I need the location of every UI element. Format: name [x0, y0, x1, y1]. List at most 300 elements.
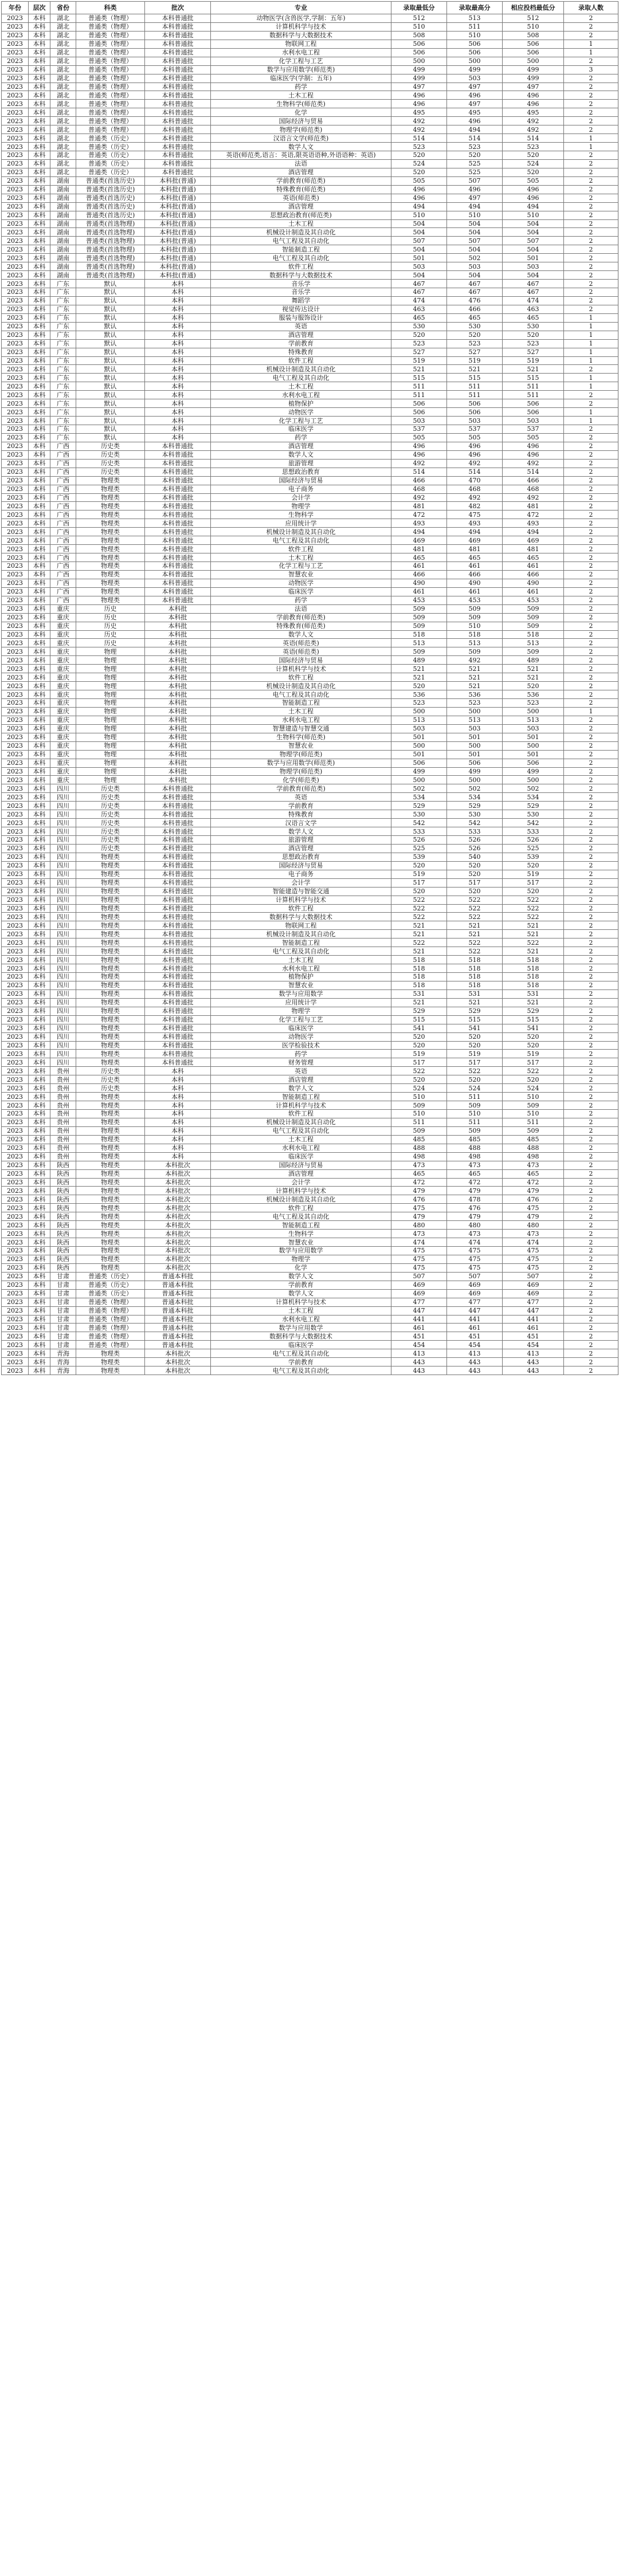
cell-major: 学前教育	[211, 1358, 391, 1366]
cell-year: 2023	[2, 1084, 29, 1093]
cell-major: 植物保护	[211, 399, 391, 408]
cell-admitted-count: 1	[564, 331, 618, 339]
cell-batch: 本科普通批	[145, 819, 211, 827]
cell-year: 2023	[2, 1358, 29, 1366]
cell-filing-min-score: 525	[503, 844, 564, 853]
table-row	[2, 630, 618, 639]
cell-batch: 本科批次	[145, 1195, 211, 1204]
cell-level: 本科	[29, 1247, 50, 1255]
cell-admitted-count: 2	[564, 596, 618, 604]
cell-max-score: 476	[447, 296, 503, 305]
table-row	[2, 930, 618, 938]
cell-category: 历史类	[76, 810, 145, 819]
cell-max-score: 526	[447, 844, 503, 853]
cell-category: 普通类(首选历史)	[76, 202, 145, 211]
cell-filing-min-score: 496	[503, 185, 564, 194]
table-row	[2, 887, 618, 896]
cell-level: 本科	[29, 973, 50, 981]
cell-major: 机械设计制造及其自动化	[211, 365, 391, 374]
table-row	[2, 682, 618, 690]
cell-batch: 本科	[145, 433, 211, 442]
table-row	[2, 143, 618, 151]
cell-filing-min-score: 515	[503, 374, 564, 382]
cell-max-score: 515	[447, 1015, 503, 1024]
cell-filing-min-score: 518	[503, 630, 564, 639]
cell-category: 默认	[76, 391, 145, 399]
cell-year: 2023	[2, 305, 29, 313]
cell-year: 2023	[2, 262, 29, 271]
cell-year: 2023	[2, 91, 29, 100]
cell-province: 广东	[50, 433, 76, 442]
cell-year: 2023	[2, 793, 29, 802]
cell-batch: 本科批次	[145, 1366, 211, 1375]
cell-min-score: 506	[391, 759, 447, 767]
cell-batch: 本科普通批	[145, 502, 211, 511]
cell-admitted-count: 2	[564, 1187, 618, 1195]
cell-admitted-count: 2	[564, 878, 618, 887]
cell-admitted-count: 2	[564, 245, 618, 254]
cell-category: 普通类（物理）	[76, 108, 145, 117]
cell-level: 本科	[29, 511, 50, 519]
cell-year: 2023	[2, 553, 29, 562]
cell-major: 水利水电工程	[211, 1144, 391, 1152]
cell-admitted-count: 2	[564, 1024, 618, 1032]
cell-province: 广西	[50, 476, 76, 485]
cell-max-score: 506	[447, 48, 503, 57]
cell-batch: 本科普通批	[145, 973, 211, 981]
cell-max-score: 511	[447, 382, 503, 391]
cell-province: 陕西	[50, 1161, 76, 1169]
cell-year: 2023	[2, 639, 29, 647]
cell-year: 2023	[2, 1281, 29, 1289]
cell-admitted-count: 2	[564, 724, 618, 733]
table-row	[2, 904, 618, 913]
cell-level: 本科	[29, 219, 50, 228]
cell-year: 2023	[2, 1238, 29, 1247]
cell-admitted-count: 2	[564, 1084, 618, 1093]
cell-filing-min-score: 515	[503, 1015, 564, 1024]
cell-year: 2023	[2, 802, 29, 810]
cell-filing-min-score: 481	[503, 545, 564, 553]
cell-max-score: 504	[447, 271, 503, 280]
cell-max-score: 441	[447, 1315, 503, 1324]
cell-category: 普通类(首选历史)	[76, 194, 145, 202]
cell-province: 陕西	[50, 1195, 76, 1204]
cell-filing-min-score: 510	[503, 1110, 564, 1118]
table-row	[2, 998, 618, 1007]
cell-province: 重庆	[50, 630, 76, 639]
cell-level: 本科	[29, 921, 50, 930]
cell-province: 湖北	[50, 57, 76, 65]
table-row	[2, 57, 618, 65]
table-row	[2, 194, 618, 202]
cell-major: 数学人文	[211, 1084, 391, 1093]
cell-province: 广东	[50, 382, 76, 391]
cell-year: 2023	[2, 1041, 29, 1050]
cell-batch: 本科	[145, 339, 211, 348]
cell-province: 湖北	[50, 125, 76, 134]
cell-year: 2023	[2, 528, 29, 536]
table-row	[2, 493, 618, 502]
cell-major: 植物保护	[211, 973, 391, 981]
cell-major: 软件工程	[211, 545, 391, 553]
cell-category: 普通类（物理）	[76, 1324, 145, 1332]
cell-level: 本科	[29, 810, 50, 819]
cell-major: 土木工程	[211, 553, 391, 562]
cell-province: 四川	[50, 793, 76, 802]
cell-province: 广西	[50, 596, 76, 604]
cell-batch: 本科普通批	[145, 108, 211, 117]
cell-max-score: 469	[447, 536, 503, 545]
cell-admitted-count: 2	[564, 476, 618, 485]
cell-year: 2023	[2, 1195, 29, 1204]
cell-admitted-count: 2	[564, 1144, 618, 1152]
cell-batch: 本科	[145, 365, 211, 374]
cell-province: 广西	[50, 545, 76, 553]
table-row	[2, 622, 618, 630]
cell-min-score: 520	[391, 331, 447, 339]
cell-category: 物理	[76, 733, 145, 741]
cell-admitted-count: 2	[564, 964, 618, 973]
cell-filing-min-score: 510	[503, 22, 564, 31]
cell-level: 本科	[29, 853, 50, 861]
cell-province: 贵州	[50, 1101, 76, 1110]
cell-year: 2023	[2, 1101, 29, 1110]
cell-batch: 本科批次	[145, 1247, 211, 1255]
cell-province: 四川	[50, 802, 76, 810]
cell-batch: 本科普通批	[145, 938, 211, 947]
cell-filing-min-score: 506	[503, 759, 564, 767]
cell-province: 湖北	[50, 14, 76, 23]
table-row	[2, 528, 618, 536]
table-row	[2, 117, 618, 125]
cell-max-score: 521	[447, 673, 503, 682]
cell-year: 2023	[2, 587, 29, 596]
table-row	[2, 65, 618, 74]
table-row	[2, 989, 618, 998]
cell-batch: 本科普通批	[145, 545, 211, 553]
cell-admitted-count: 1	[564, 382, 618, 391]
cell-year: 2023	[2, 237, 29, 245]
table-row	[2, 417, 618, 425]
cell-max-score: 511	[447, 391, 503, 399]
cell-level: 本科	[29, 673, 50, 682]
cell-year: 2023	[2, 399, 29, 408]
cell-batch: 本科	[145, 425, 211, 434]
cell-batch: 本科	[145, 1110, 211, 1118]
cell-province: 陕西	[50, 1221, 76, 1230]
cell-major: 电气工程及其自动化	[211, 254, 391, 262]
cell-max-score: 513	[447, 639, 503, 647]
cell-province: 广西	[50, 519, 76, 528]
cell-major: 数学人文	[211, 450, 391, 459]
cell-admitted-count: 1	[564, 143, 618, 151]
cell-filing-min-score: 473	[503, 1230, 564, 1238]
cell-level: 本科	[29, 374, 50, 382]
cell-major: 英语	[211, 1067, 391, 1075]
cell-major: 特殊教育(师范类)	[211, 185, 391, 194]
cell-batch: 本科	[145, 399, 211, 408]
cell-year: 2023	[2, 682, 29, 690]
cell-level: 本科	[29, 1084, 50, 1093]
cell-batch: 本科批次	[145, 1263, 211, 1272]
cell-major: 机械设计制造及其自动化	[211, 528, 391, 536]
cell-filing-min-score: 520	[503, 1075, 564, 1084]
cell-admitted-count: 1	[564, 322, 618, 331]
cell-level: 本科	[29, 1341, 50, 1349]
table-row	[2, 1358, 618, 1366]
table-row	[2, 485, 618, 493]
cell-province: 重庆	[50, 776, 76, 784]
cell-category: 普通类（历史）	[76, 143, 145, 151]
cell-batch: 本科普通批	[145, 956, 211, 964]
cell-max-score: 542	[447, 819, 503, 827]
cell-major: 酒店管理	[211, 168, 391, 176]
cell-major: 学前教育(师范类)	[211, 613, 391, 622]
cell-major: 国际经济与贸易	[211, 1161, 391, 1169]
cell-province: 湖南	[50, 194, 76, 202]
cell-level: 本科	[29, 1041, 50, 1050]
cell-major: 电气工程及其自动化	[211, 947, 391, 956]
table-row	[2, 836, 618, 845]
cell-filing-min-score: 479	[503, 1212, 564, 1221]
cell-admitted-count: 2	[564, 887, 618, 896]
cell-category: 普通类(首选物理)	[76, 228, 145, 237]
cell-min-score: 523	[391, 699, 447, 708]
cell-max-score: 490	[447, 579, 503, 587]
cell-admitted-count: 2	[564, 519, 618, 528]
cell-admitted-count: 2	[564, 844, 618, 853]
cell-max-score: 504	[447, 245, 503, 254]
cell-year: 2023	[2, 1093, 29, 1101]
cell-level: 本科	[29, 741, 50, 750]
cell-min-score: 515	[391, 374, 447, 382]
cell-year: 2023	[2, 1247, 29, 1255]
cell-level: 本科	[29, 519, 50, 528]
cell-batch: 本科批	[145, 665, 211, 673]
cell-level: 本科	[29, 699, 50, 708]
cell-batch: 普通本科批	[145, 1289, 211, 1298]
cell-admitted-count: 2	[564, 682, 618, 690]
cell-filing-min-score: 530	[503, 810, 564, 819]
cell-level: 本科	[29, 194, 50, 202]
cell-batch: 本科普通批	[145, 844, 211, 853]
cell-major: 电气工程及其自动化	[211, 1126, 391, 1135]
cell-batch: 本科	[145, 348, 211, 356]
table-row	[2, 1272, 618, 1281]
cell-year: 2023	[2, 382, 29, 391]
table-row	[2, 1144, 618, 1152]
cell-filing-min-score: 520	[503, 1041, 564, 1050]
cell-batch: 本科普通批	[145, 827, 211, 836]
cell-filing-min-score: 521	[503, 673, 564, 682]
cell-filing-min-score: 493	[503, 519, 564, 528]
cell-category: 普通类（历史）	[76, 134, 145, 143]
cell-admitted-count: 2	[564, 262, 618, 271]
cell-year: 2023	[2, 211, 29, 219]
cell-min-score: 542	[391, 819, 447, 827]
cell-major: 土木工程	[211, 1306, 391, 1315]
cell-major: 物理学(师范类)	[211, 125, 391, 134]
cell-major: 生物科学	[211, 1230, 391, 1238]
cell-province: 四川	[50, 947, 76, 956]
cell-batch: 本科	[145, 356, 211, 365]
cell-max-score: 518	[447, 981, 503, 989]
cell-min-score: 521	[391, 673, 447, 682]
cell-batch: 本科普通批	[145, 1024, 211, 1032]
cell-min-score: 492	[391, 125, 447, 134]
cell-level: 本科	[29, 502, 50, 511]
cell-category: 物理类	[76, 579, 145, 587]
table-row	[2, 1161, 618, 1169]
cell-max-score: 494	[447, 528, 503, 536]
cell-year: 2023	[2, 228, 29, 237]
cell-min-score: 474	[391, 1238, 447, 1247]
cell-level: 本科	[29, 1212, 50, 1221]
cell-category: 物理类	[76, 1238, 145, 1247]
cell-level: 本科	[29, 288, 50, 297]
cell-major: 酒店管理	[211, 1169, 391, 1178]
cell-max-score: 480	[447, 1221, 503, 1230]
cell-category: 物理	[76, 699, 145, 708]
cell-level: 本科	[29, 485, 50, 493]
cell-category: 普通类（物理）	[76, 31, 145, 40]
cell-batch: 本科普通批	[145, 810, 211, 819]
table-row	[2, 784, 618, 793]
table-row	[2, 382, 618, 391]
cell-level: 本科	[29, 31, 50, 40]
cell-category: 默认	[76, 322, 145, 331]
cell-batch: 本科普通批	[145, 459, 211, 468]
cell-max-score: 510	[447, 31, 503, 40]
cell-province: 四川	[50, 1032, 76, 1041]
cell-level: 本科	[29, 125, 50, 134]
cell-level: 本科	[29, 168, 50, 176]
cell-year: 2023	[2, 425, 29, 434]
cell-province: 重庆	[50, 699, 76, 708]
admission-scores-table	[1, 1, 618, 1375]
cell-category: 历史类	[76, 1075, 145, 1084]
cell-filing-min-score: 488	[503, 1144, 564, 1152]
cell-level: 本科	[29, 417, 50, 425]
table-row	[2, 468, 618, 476]
cell-province: 广西	[50, 468, 76, 476]
cell-major: 化学(师范类)	[211, 776, 391, 784]
cell-min-score: 520	[391, 1032, 447, 1041]
cell-batch: 本科批	[145, 733, 211, 741]
cell-year: 2023	[2, 836, 29, 845]
cell-max-score: 496	[447, 91, 503, 100]
cell-year: 2023	[2, 1366, 29, 1375]
cell-max-score: 519	[447, 356, 503, 365]
cell-filing-min-score: 509	[503, 1101, 564, 1110]
cell-level: 本科	[29, 844, 50, 853]
table-row	[2, 176, 618, 185]
cell-max-score: 469	[447, 1289, 503, 1298]
table-row	[2, 74, 618, 83]
cell-category: 物理类	[76, 1007, 145, 1015]
cell-admitted-count: 2	[564, 1263, 618, 1272]
cell-province: 广东	[50, 408, 76, 417]
cell-province: 重庆	[50, 716, 76, 724]
cell-province: 重庆	[50, 759, 76, 767]
cell-admitted-count: 2	[564, 151, 618, 160]
cell-batch: 本科普通批	[145, 450, 211, 459]
cell-level: 本科	[29, 690, 50, 699]
cell-category: 物理	[76, 776, 145, 784]
cell-major: 汉语言文学	[211, 819, 391, 827]
cell-admitted-count: 1	[564, 408, 618, 417]
cell-year: 2023	[2, 1349, 29, 1358]
cell-major: 数据科学与大数据技术	[211, 913, 391, 921]
cell-level: 本科	[29, 802, 50, 810]
table-row	[2, 1332, 618, 1341]
cell-province: 湖南	[50, 228, 76, 237]
cell-admitted-count: 2	[564, 125, 618, 134]
cell-year: 2023	[2, 921, 29, 930]
table-row	[2, 1324, 618, 1332]
cell-max-score: 523	[447, 143, 503, 151]
cell-year: 2023	[2, 450, 29, 459]
cell-year: 2023	[2, 40, 29, 48]
cell-province: 陕西	[50, 1169, 76, 1178]
cell-min-score: 500	[391, 57, 447, 65]
cell-province: 陕西	[50, 1212, 76, 1221]
cell-admitted-count: 2	[564, 930, 618, 938]
cell-province: 广东	[50, 356, 76, 365]
table-row	[2, 1152, 618, 1161]
cell-major: 应用统计学	[211, 998, 391, 1007]
cell-level: 本科	[29, 1032, 50, 1041]
cell-category: 历史类	[76, 459, 145, 468]
cell-admitted-count: 2	[564, 399, 618, 408]
cell-major: 数学人文	[211, 1289, 391, 1298]
cell-admitted-count: 2	[564, 759, 618, 767]
cell-level: 本科	[29, 1135, 50, 1144]
cell-batch: 本科普通批	[145, 57, 211, 65]
cell-batch: 本科普通批	[145, 562, 211, 571]
cell-level: 本科	[29, 570, 50, 579]
cell-max-score: 447	[447, 1306, 503, 1315]
cell-filing-min-score: 522	[503, 896, 564, 904]
cell-batch: 本科批	[145, 767, 211, 776]
cell-admitted-count: 2	[564, 228, 618, 237]
cell-admitted-count: 2	[564, 870, 618, 878]
table-row	[2, 399, 618, 408]
cell-admitted-count: 2	[564, 690, 618, 699]
cell-level: 本科	[29, 716, 50, 724]
cell-category: 历史类	[76, 836, 145, 845]
cell-level: 本科	[29, 896, 50, 904]
cell-category: 普通类（历史）	[76, 1289, 145, 1298]
cell-level: 本科	[29, 579, 50, 587]
cell-year: 2023	[2, 288, 29, 297]
cell-min-score: 511	[391, 1118, 447, 1126]
cell-level: 本科	[29, 1178, 50, 1187]
cell-level: 本科	[29, 14, 50, 23]
cell-category: 物理	[76, 682, 145, 690]
cell-major: 物联网工程	[211, 921, 391, 930]
cell-filing-min-score: 541	[503, 1024, 564, 1032]
cell-province: 四川	[50, 853, 76, 861]
cell-min-score: 463	[391, 305, 447, 313]
cell-batch: 本科普通批	[145, 870, 211, 878]
cell-level: 本科	[29, 1298, 50, 1306]
table-row	[2, 91, 618, 100]
cell-admitted-count: 1	[564, 707, 618, 716]
cell-level: 本科	[29, 647, 50, 656]
cell-province: 甘肃	[50, 1306, 76, 1315]
